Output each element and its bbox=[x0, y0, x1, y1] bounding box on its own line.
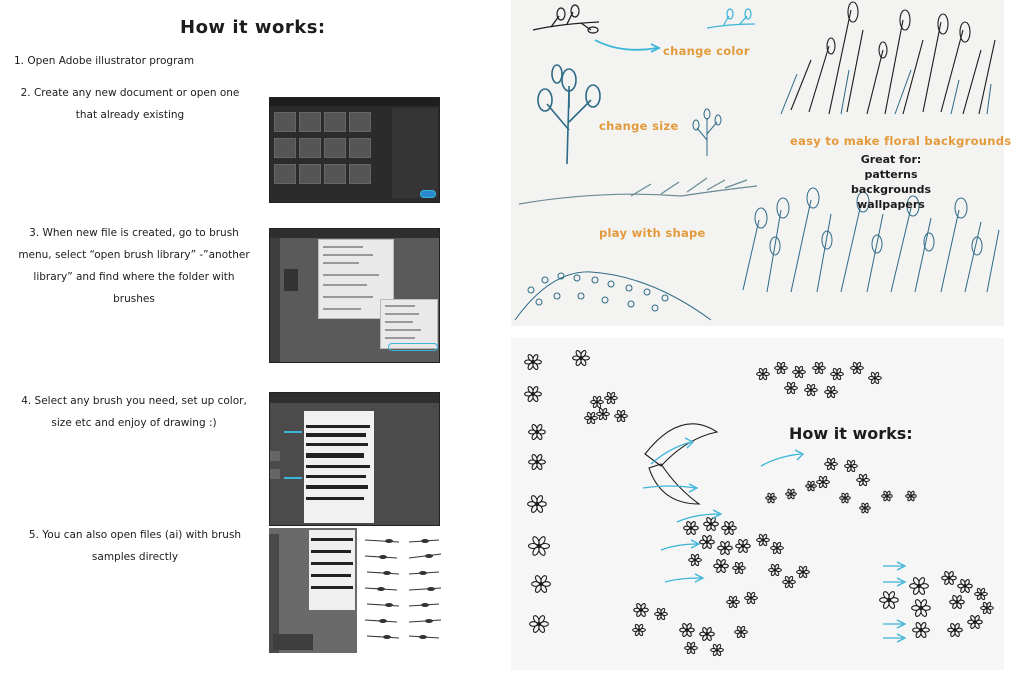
flower-center bbox=[886, 495, 888, 497]
change-color-label: change color bbox=[663, 44, 750, 58]
step-1: 1. Open Adobe illustrator program bbox=[14, 55, 195, 67]
flower-center bbox=[724, 547, 727, 550]
flower-center bbox=[706, 633, 709, 636]
flower-center bbox=[770, 497, 772, 499]
flower-center bbox=[640, 609, 643, 612]
flower-brush-demo-panel bbox=[511, 338, 1004, 670]
flower-center bbox=[919, 606, 922, 609]
flower-center bbox=[694, 559, 696, 561]
flower-center bbox=[537, 622, 540, 625]
sample-sprigs-graphic bbox=[359, 528, 449, 653]
flower-center bbox=[986, 607, 988, 609]
flower-center bbox=[690, 527, 693, 530]
flower-center bbox=[610, 397, 612, 399]
step-4: 4. Select any brush you need, set up color, size etc and enjoy of drawing :) bbox=[21, 395, 247, 429]
flower-center bbox=[716, 649, 718, 651]
flower-center bbox=[728, 527, 731, 530]
flower-center bbox=[535, 502, 538, 505]
flower-center bbox=[850, 465, 852, 467]
bottom-panel-title: How it works: bbox=[789, 424, 913, 443]
great-for-item: wallpapers bbox=[857, 198, 925, 211]
flower-center bbox=[818, 367, 820, 369]
step-5: 5. You can also open files (ai) with brush samples directly bbox=[28, 529, 242, 563]
flower-center bbox=[802, 571, 804, 573]
flower-center bbox=[706, 541, 709, 544]
flower-center bbox=[887, 598, 890, 601]
flower-center bbox=[660, 613, 662, 615]
flower-center bbox=[580, 357, 583, 360]
step-2: 2. Create any new document or open one that already existing bbox=[20, 87, 240, 121]
flower-center bbox=[874, 377, 876, 379]
floral-backgrounds-label: easy to make floral backgrounds bbox=[790, 134, 1012, 148]
flower-center bbox=[742, 545, 745, 548]
flower-center bbox=[954, 629, 957, 632]
flower-center bbox=[964, 585, 967, 588]
flower-center bbox=[920, 629, 923, 632]
flower-center bbox=[690, 647, 692, 649]
floral-brush-demo-panel bbox=[511, 0, 1012, 326]
flower-center bbox=[710, 523, 713, 526]
flower-center bbox=[856, 367, 858, 369]
flower-center bbox=[596, 401, 598, 403]
flower-center bbox=[762, 373, 764, 375]
flower-center bbox=[862, 479, 864, 481]
flower-center bbox=[732, 601, 734, 603]
flower-center bbox=[974, 621, 977, 624]
flower-center bbox=[810, 389, 812, 391]
flower-center bbox=[590, 417, 592, 419]
flower-center bbox=[798, 371, 800, 373]
flower-center bbox=[776, 547, 778, 549]
great-for-item: patterns bbox=[864, 168, 918, 181]
arrow-icon bbox=[284, 477, 302, 479]
flower-center bbox=[788, 581, 790, 583]
flower-center bbox=[539, 582, 542, 585]
flower-center bbox=[686, 629, 689, 632]
swoosh-shape bbox=[649, 464, 699, 504]
flower-center bbox=[864, 507, 866, 509]
step-3: 3. When new file is created, go to brush menu, select “open brush library” -”another library” and find where the folder with brushes bbox=[18, 227, 250, 305]
arrow-icon bbox=[284, 431, 302, 433]
flower-illustration bbox=[511, 338, 1004, 670]
flower-center bbox=[762, 539, 764, 541]
flower-center bbox=[830, 391, 832, 393]
flower-center bbox=[620, 415, 622, 417]
flower-center bbox=[532, 361, 535, 364]
flower-center bbox=[750, 597, 752, 599]
brush-samples-screenshot bbox=[269, 528, 451, 653]
flower-center bbox=[830, 463, 832, 465]
flower-center bbox=[810, 485, 812, 487]
flower-center bbox=[774, 569, 776, 571]
flower-center bbox=[956, 601, 959, 604]
flower-center bbox=[917, 584, 920, 587]
flower-center bbox=[822, 481, 824, 483]
flower-center bbox=[602, 413, 604, 415]
brush-library-menu-screenshot bbox=[269, 228, 440, 363]
brush-panel-screenshot bbox=[269, 392, 440, 526]
flower-center bbox=[537, 544, 541, 548]
instructions-title: How it works: bbox=[180, 17, 326, 38]
flower-center bbox=[836, 373, 838, 375]
flower-center bbox=[948, 577, 951, 580]
change-size-label: change size bbox=[599, 119, 679, 133]
flower-center bbox=[980, 593, 982, 595]
flower-center bbox=[720, 565, 723, 568]
flower-center bbox=[790, 493, 792, 495]
flower-center bbox=[740, 631, 742, 633]
great-for-heading: Great for: bbox=[860, 153, 922, 166]
new-document-screenshot bbox=[269, 97, 440, 203]
flower-center bbox=[910, 495, 912, 497]
play-with-shape-label: play with shape bbox=[599, 226, 706, 240]
flower-center bbox=[532, 393, 535, 396]
flower-center bbox=[780, 367, 782, 369]
flower-center bbox=[638, 629, 640, 631]
flower-center bbox=[790, 387, 792, 389]
great-for-item: backgrounds bbox=[850, 183, 932, 196]
flower-center bbox=[844, 497, 846, 499]
flower-center bbox=[536, 461, 539, 464]
flower-center bbox=[738, 567, 740, 569]
flower-center bbox=[536, 431, 539, 434]
